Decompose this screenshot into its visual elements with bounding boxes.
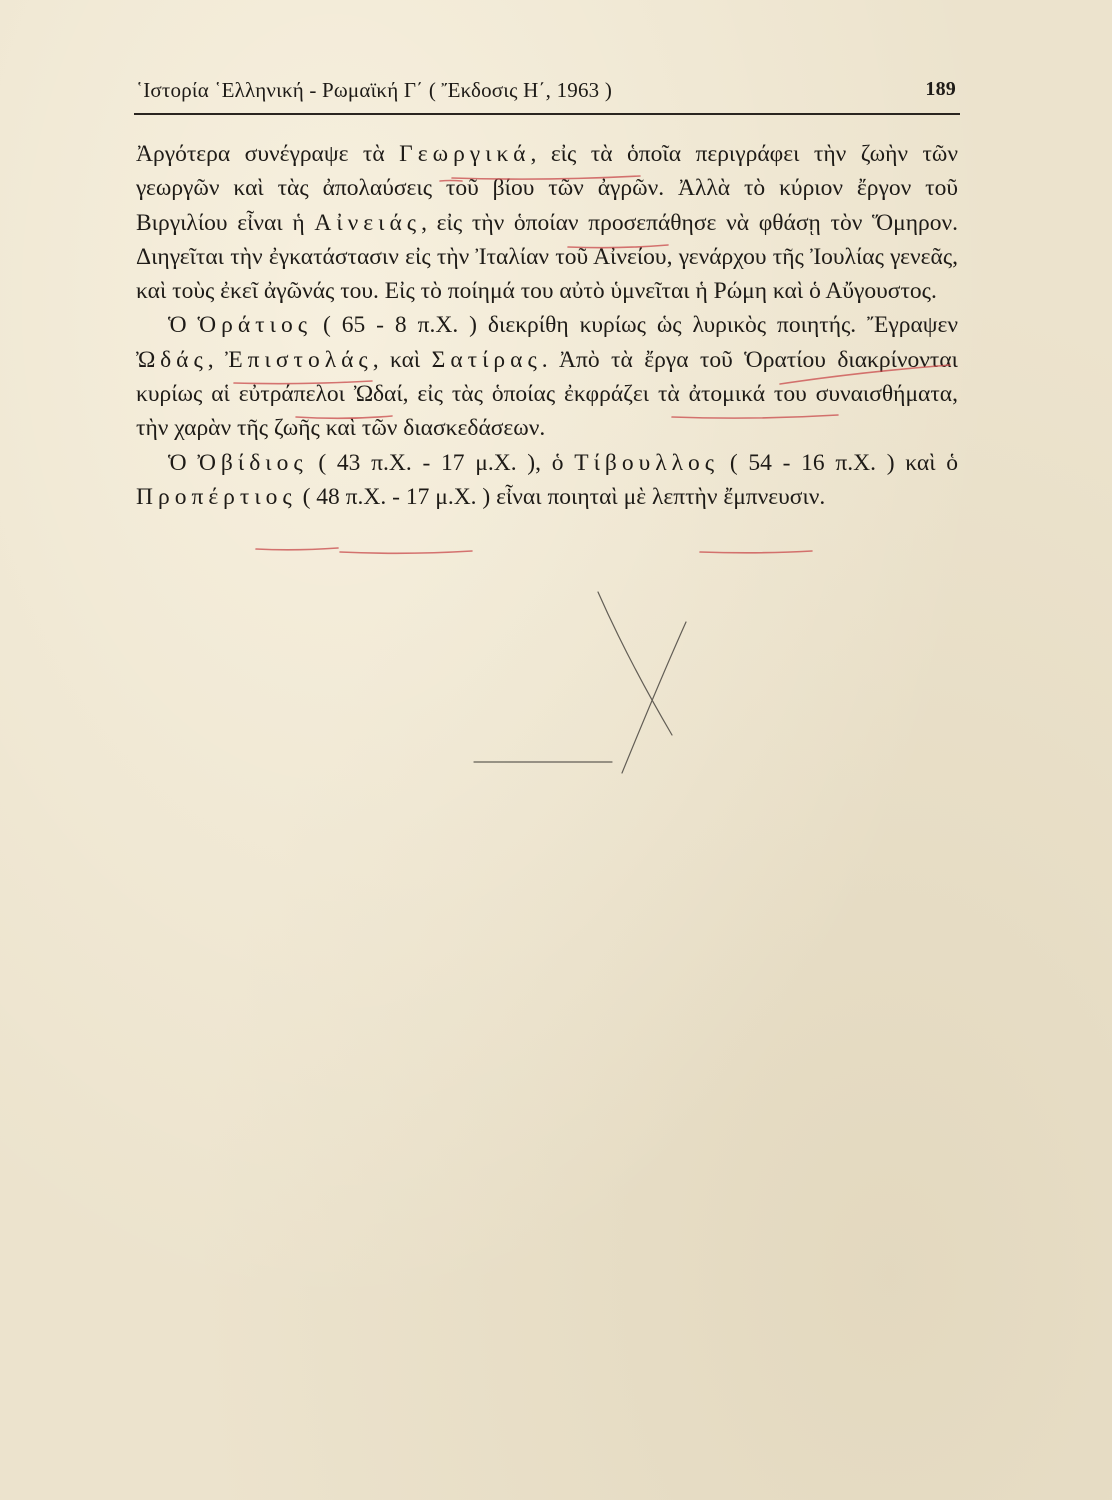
paragraph-virgil [136,137,958,308]
text-run: , εἰς τὰ ὁποῖα περιγράφει τὴν ζωὴν τῶν γεωργῶν καὶ τὰς ἀπολαύσεις τοῦ βίου τῶν ἀγρῶν. Ἀλλὰ τὸ κύριον ἔργον τοῦ Βιργιλίου εἶναι ἡ [136,141,958,236]
emphasized-work-title: Αἰνειάς [314,209,422,236]
header-rule [134,113,960,115]
text-run: ( 43 π.Χ. - 17 μ.Χ. ), ὁ [307,449,575,476]
emphasized-author-name: Ὁράτιος [197,312,312,339]
emphasized-author-name: Τίβουλλος [574,449,720,476]
body-text [136,137,958,514]
emphasized-work-title: Γεωργικά [399,141,531,167]
text-run: Ὁ [168,312,198,339]
text-run: ( 65 - 8 π.Χ. ) διεκρίθη κυρίως ὡς λυρικὸς ποιητής. Ἔγραψεν [312,312,958,339]
text-run: , [207,346,226,373]
emphasized-author-name: Ὀβίδιος [197,449,308,476]
emphasized-author-name: Προπέρτιος [136,483,297,510]
text-run: ( 54 - 16 π.Χ. ) καὶ ὁ [719,449,958,476]
running-header [136,78,958,106]
page-number: 189 [925,78,956,100]
text-run: . Ἀπὸ τὰ ἔργα τοῦ Ὁρατίου διακρίνονται κυρίως αἱ εὐτράπελοι Ὠδαί, εἰς τὰς ὁποίας ἐκφράζει τὰ ἀτομικά του συναισθήματα, τὴν χαρὰν τῆς ζωῆς καὶ τῶν διασκεδάσεων. [136,346,959,442]
text-run: Ὁ [168,449,198,476]
text-run: ( 48 π.Χ. - 17 μ.Χ. ) εἶναι ποιηταὶ μὲ λεπτὴν ἔμπνευσιν. [296,483,826,510]
emphasized-work-title: Σατίρας [431,346,542,373]
emphasized-work-title: Ἐπιστολάς [225,346,373,373]
paragraph-horace [136,308,958,445]
header-title: ῾Ιστορία ῾Ελληνική - Ρωμαϊκή Γ΄ ( Ἔκδοσις Η΄, 1963 ) [136,78,613,102]
paragraph-elegiac-poets [136,446,958,515]
emphasized-work-title: Ὠδάς [136,346,208,373]
text-run: Ἀργότερα συνέγραψε τὰ [136,141,400,167]
text-run: , καὶ [372,346,432,373]
text-run: , εἰς τὴν ὁποίαν προσεπάθησε νὰ φθάσῃ τὸν Ὅμηρον. Διηγεῖται τὴν ἐγκατάστασιν εἰς τὴν Ἰταλίαν τοῦ Αἰνείου, γενάρχου τῆς Ἰουλίας γενεᾶς, καὶ τοὺς ἐκεῖ ἀγῶνάς του. Εἰς τὸ ποίημά του αὐτὸ ὑμνεῖται ἡ Ρώμη καὶ ὁ Αὔγουστος. [136,209,958,305]
